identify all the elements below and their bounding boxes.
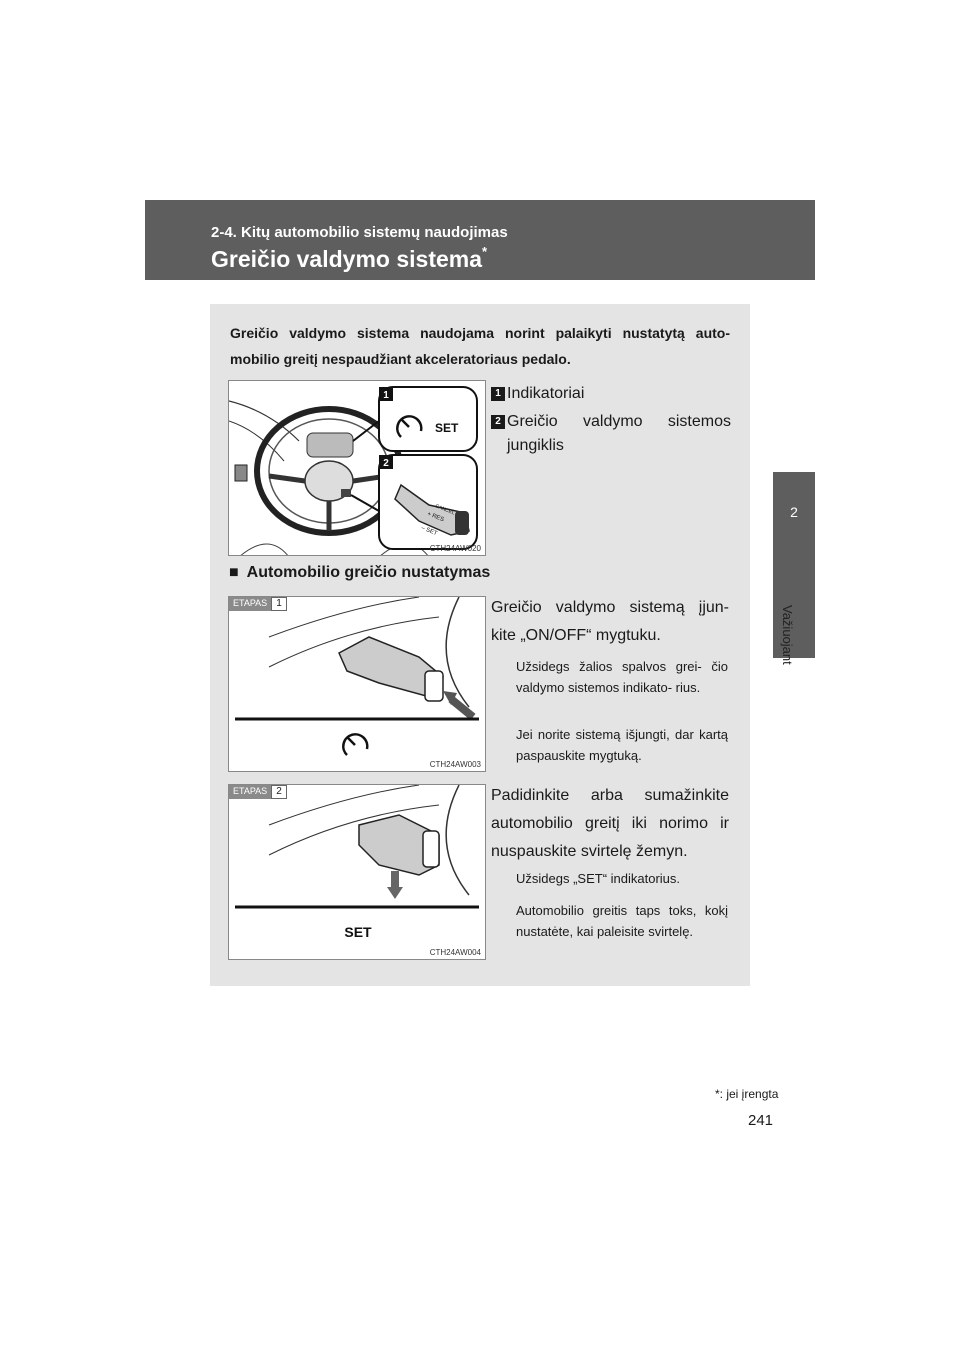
- dashboard-illustration: [229, 381, 486, 556]
- step-2-figure-code: CTH24AW004: [429, 948, 481, 957]
- step-1-illustration: [229, 597, 486, 772]
- legend-item-1: [491, 382, 731, 406]
- callout-1-num: 1: [383, 390, 389, 401]
- step-2-illustration: [229, 785, 486, 960]
- legend-item-2: [491, 410, 731, 458]
- step-2-set-indicator: SET: [344, 924, 372, 940]
- footnote: [715, 1087, 778, 1101]
- legend-num-1: 1: [491, 387, 505, 401]
- figure-code: CTH24AW020: [429, 544, 481, 553]
- page-title: [211, 246, 487, 273]
- footnote-asterisk: *: [715, 1087, 720, 1101]
- subheading-text: Automobilio greičio nustatymas: [246, 564, 491, 581]
- set-indicator: SET: [435, 421, 459, 435]
- step-1-note-1: Užsidegs žalios spalvos grei- čio valdymo sistemos indikato- rius.: [516, 659, 728, 695]
- figure-step-2: [228, 784, 486, 960]
- step-1-note-2: Jei norite sistemą išjungti, dar kartą paspauskite mygtuką.: [516, 727, 728, 763]
- lever-label-res: + RES: [426, 511, 445, 524]
- legend-text-1: Indikatoriai: [507, 385, 585, 402]
- step-1-figure-code: CTH24AW003: [429, 760, 481, 769]
- step-2-note-2: Automobilio greitis taps toks, kokį nustatėte, kai paleisite svirtelę.: [516, 903, 728, 939]
- step-2-badge-num: 2: [271, 785, 287, 799]
- callout-2-num: 2: [383, 458, 389, 469]
- step-2-note-1: Užsidegs „SET“ indikatorius.: [516, 871, 680, 886]
- step-1-badge-label: ETAPAS: [229, 597, 271, 611]
- content-panel: [210, 304, 750, 986]
- legend-num-2: 2: [491, 415, 505, 429]
- lever-label-cancel: CANCEL: [434, 503, 456, 517]
- subheading-bullet: ■: [229, 564, 239, 581]
- figure-dashboard: [228, 380, 486, 556]
- intro-text: Greičio valdymo sistema naudojama norint palaikyti nustatytą auto- mobilio greitį nespaudžiant akceleratoriaus pedalo.: [230, 325, 730, 367]
- footnote-text: : jei įrengta: [719, 1087, 779, 1101]
- chapter-header: [145, 200, 815, 280]
- chapter-number: 2: [790, 504, 798, 520]
- subheading: [229, 564, 490, 582]
- step-2-badge-label: ETAPAS: [229, 785, 271, 799]
- step-1-badge-num: 1: [271, 597, 287, 611]
- figure-step-1: [228, 596, 486, 772]
- chapter-label: Važiuojant: [780, 605, 795, 665]
- lever-label-set: – SET: [420, 525, 438, 538]
- title-asterisk: *: [482, 244, 488, 259]
- page-number: 241: [748, 1112, 774, 1129]
- figure-legend: [491, 382, 731, 458]
- section-title: 2-4. Kitų automobilio sistemų naudojimas: [211, 224, 508, 241]
- legend-text-2: Greičio valdymo sistemos jungiklis: [507, 413, 731, 454]
- step-1-instruction: Greičio valdymo sistemą įjun- kite „ON/OFF“ mygtuku.: [491, 599, 729, 644]
- page-title-text: Greičio valdymo sistema: [211, 246, 483, 272]
- step-2-instruction: Padidinkite arba sumažinkite automobilio greitį iki norimo ir nuspauskite svirtelę žemyn.: [491, 787, 729, 860]
